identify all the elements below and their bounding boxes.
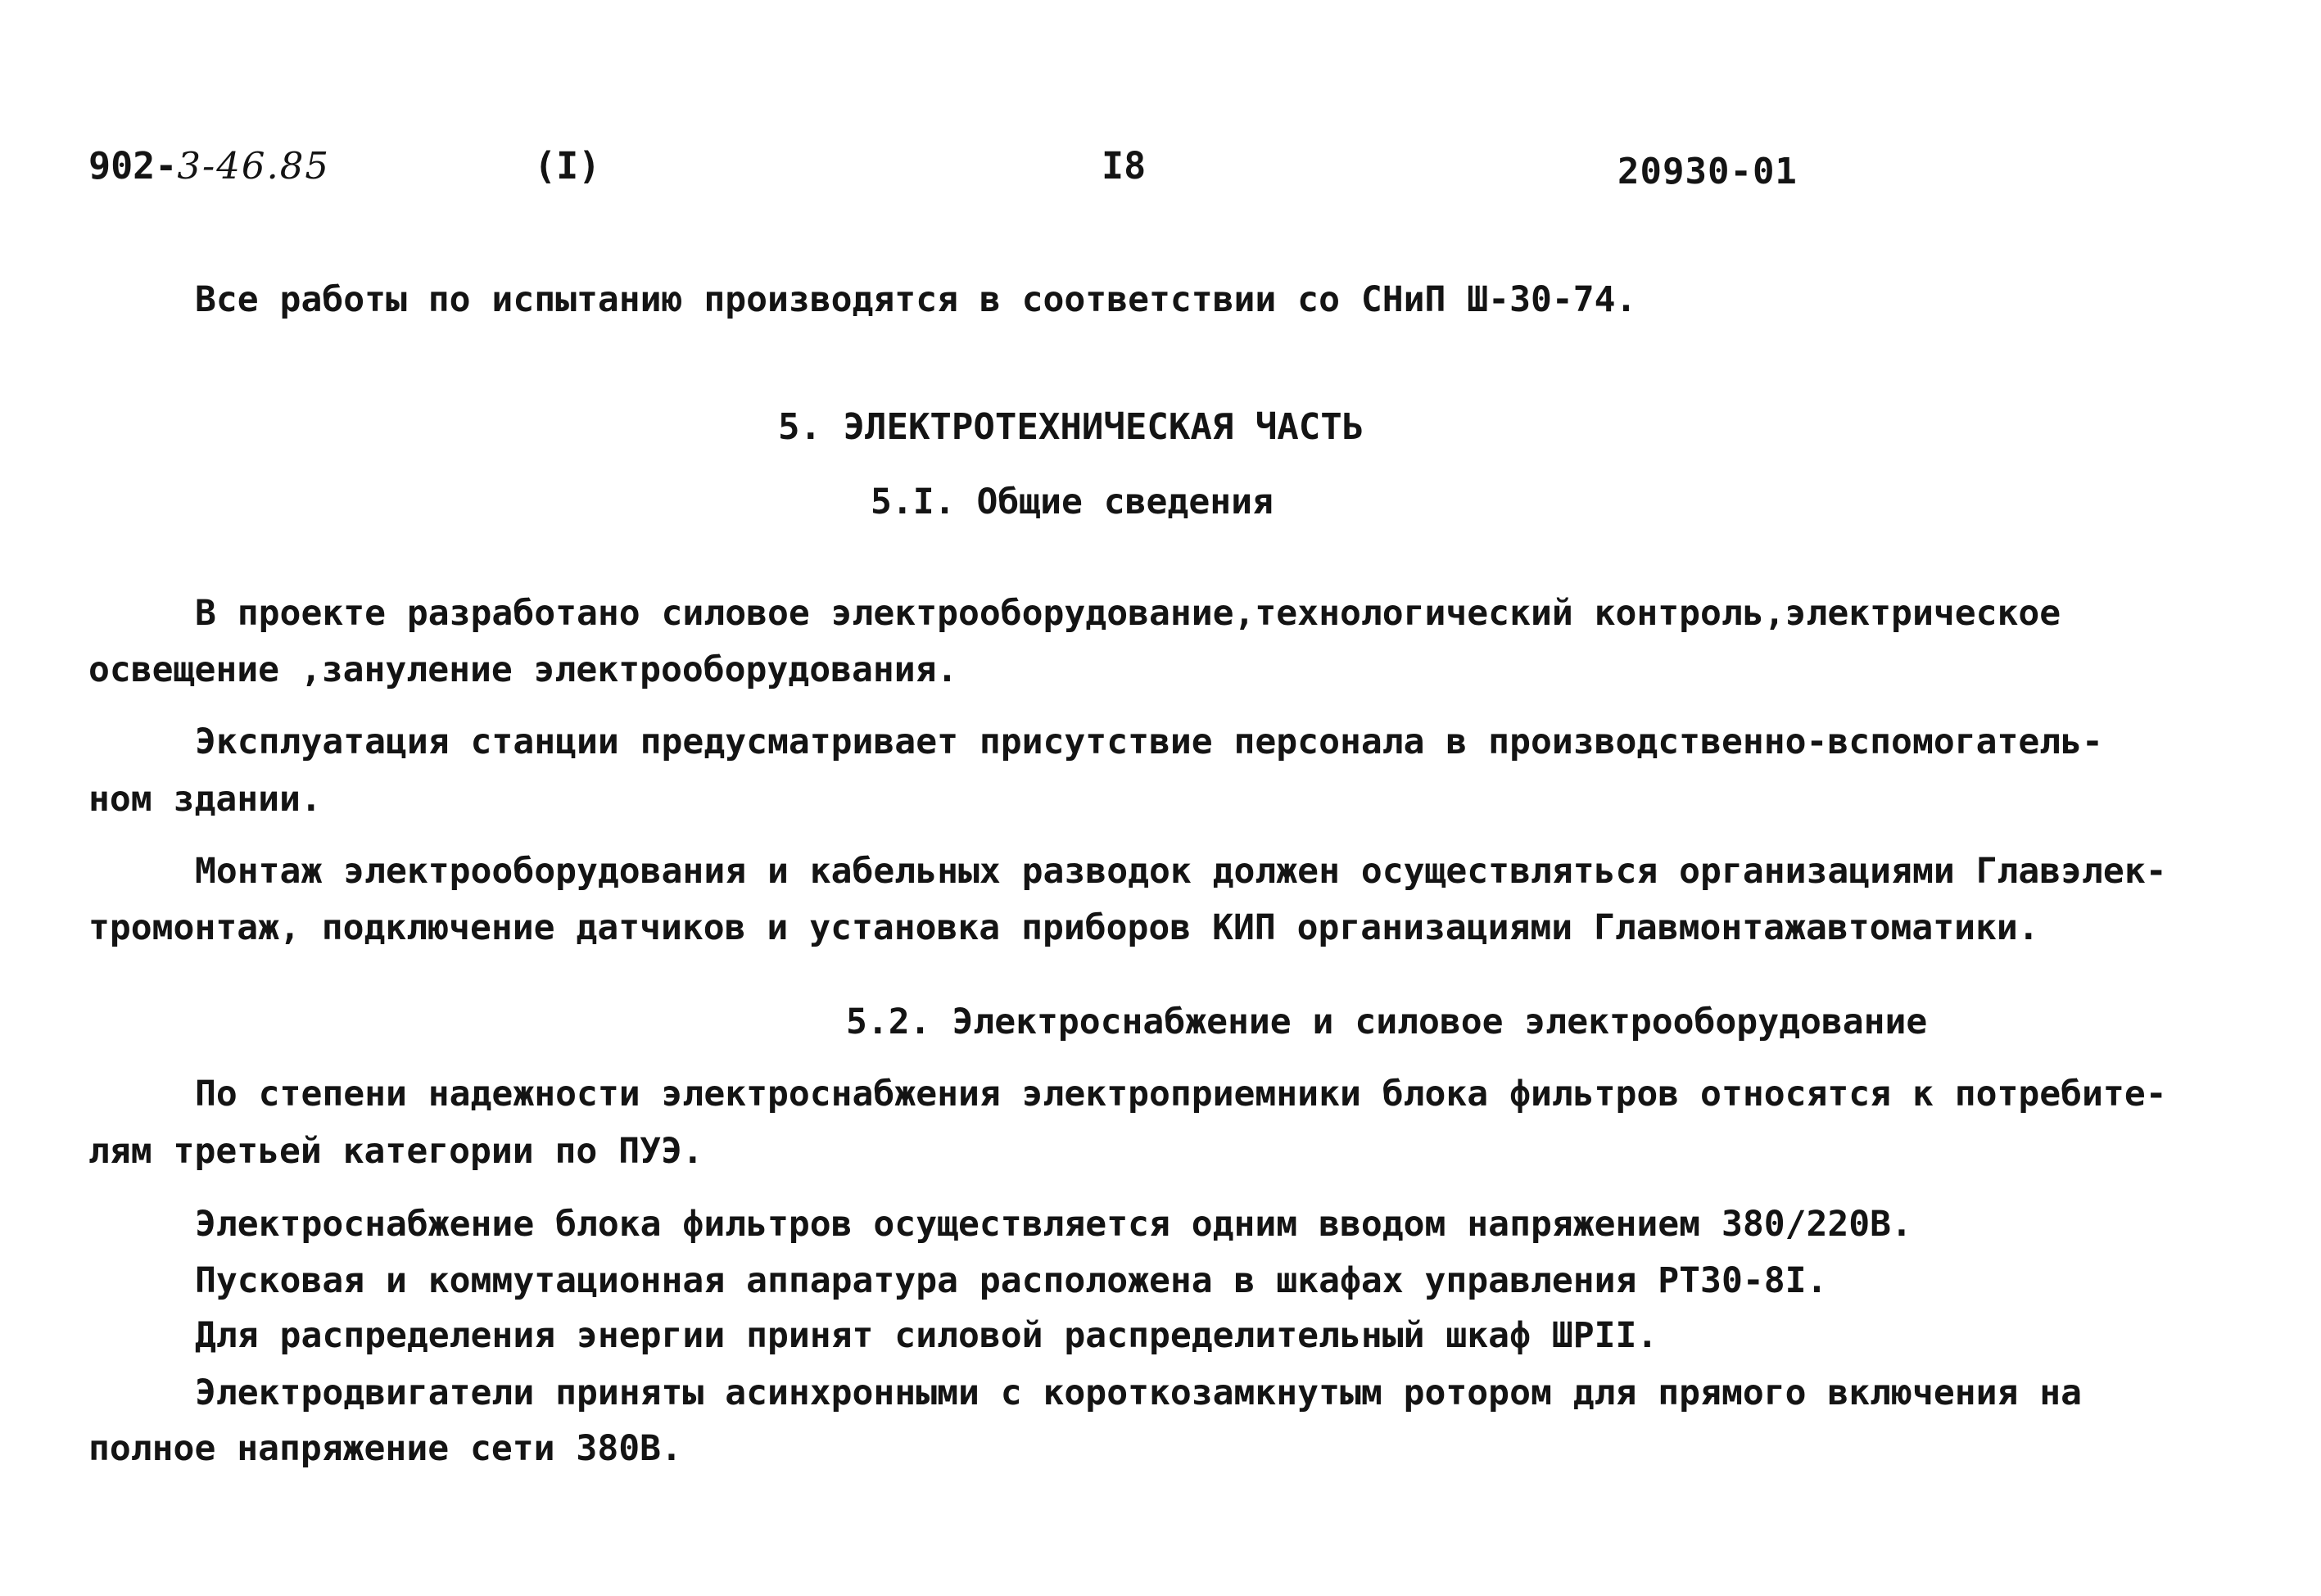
paragraph-line: В проекте разработано силовое электрооборудование,технологический контроль,электрическое: [195, 593, 2061, 634]
paragraph-line: лям третьей категории по ПУЭ.: [88, 1131, 704, 1172]
paragraph-line: Электродвигатели приняты асинхронными с короткозамкнутым ротором для прямого включения на: [195, 1372, 2083, 1413]
section-title: 5. ЭЛЕКТРОТЕХНИЧЕСКАЯ ЧАСТЬ: [778, 406, 1364, 448]
paragraph-line: Эксплуатация станции предусматривает присутствие персонала в производственно-вспомогатель-: [195, 721, 2103, 762]
volume-number: (I): [534, 144, 601, 188]
paragraph-line: ном здании.: [88, 779, 322, 820]
paragraph-line: освещение ,зануление электрооборудования.: [88, 649, 958, 690]
paragraph-line: тромонтаж, подключение датчиков и установка приборов КИП организациями Главмонтажавтоматики.: [88, 907, 2039, 948]
document-code: [88, 144, 331, 188]
paragraph-line: По степени надежности электроснабжения электроприемники блока фильтров относятся к потребите-: [195, 1074, 2167, 1114]
paragraph-line: Электроснабжение блока фильтров осуществляется одним вводом напряжением 380/220В.: [195, 1204, 1912, 1245]
paragraph-line: Монтаж электрооборудования и кабельных разводок должен осуществляться организациями Главэлек-: [195, 851, 2167, 892]
document-code-prefix: 902-: [88, 144, 178, 188]
intro-line: Все работы по испытанию производятся в соответствии со СНиП Ш-30-74.: [195, 279, 1637, 320]
page-number: I8: [1102, 144, 1147, 188]
paragraph-line: полное напряжение сети 380В.: [88, 1428, 682, 1469]
subsection-title-1: 5.I. Общие сведения: [871, 482, 1274, 522]
paragraph-line: Для распределения энергии принят силовой распределительный шкаф ШРII.: [195, 1315, 1658, 1356]
paragraph-line: Пусковая и коммутационная аппаратура расположена в шкафах управления РТ30-8I.: [195, 1260, 1828, 1301]
document-code-suffix: 3-46.85: [177, 144, 331, 188]
subsection-title-2: 5.2. Электроснабжение и силовое электрооборудование: [846, 1001, 1928, 1042]
stamp-number: 20930-01: [1617, 151, 1798, 192]
